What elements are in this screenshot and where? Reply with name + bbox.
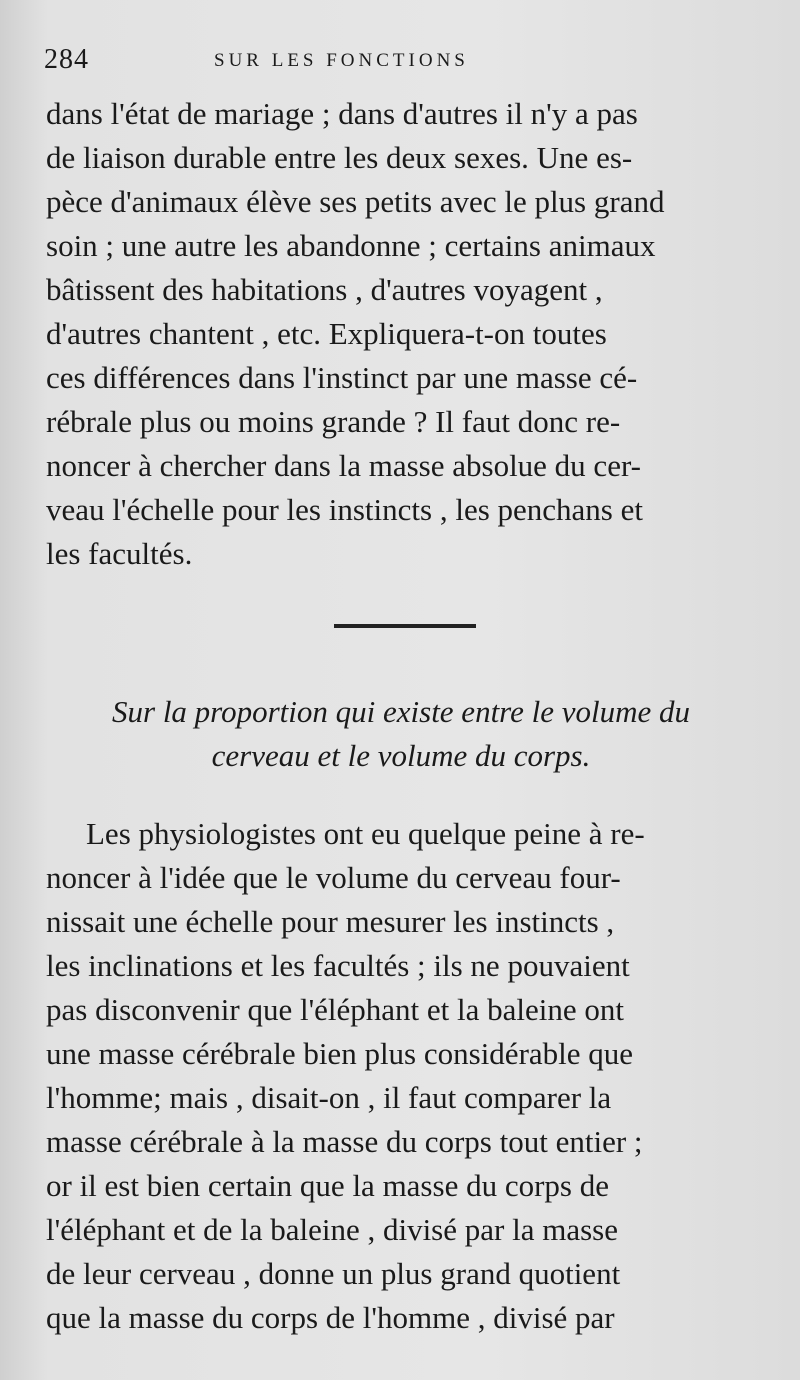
text-line: nissait une échelle pour mesurer les instincts , <box>46 904 615 939</box>
page-header <box>44 44 760 84</box>
section-divider <box>334 624 476 628</box>
text-line: dans l'état de mariage ; dans d'autres il n'y a pas <box>46 96 638 131</box>
text-line: de leur cerveau , donne un plus grand quotient <box>46 1256 621 1291</box>
text-line: bâtissent des habitations , d'autres voyagent , <box>46 272 603 307</box>
text-line: de liaison durable entre les deux sexes. Une es- <box>46 140 633 175</box>
running-head: SUR LES FONCTIONS <box>214 50 469 71</box>
section-heading-line: Sur la proportion qui existe entre le volume du <box>112 694 690 729</box>
text-line: les inclinations et les facultés ; ils ne pouvaient <box>46 948 630 983</box>
page-number: 284 <box>44 44 89 75</box>
text-line: les facultés. <box>46 536 193 571</box>
text-line: noncer à chercher dans la masse absolue du cer- <box>46 448 641 483</box>
text-line: noncer à l'idée que le volume du cerveau four- <box>46 860 621 895</box>
text-line: pèce d'animaux élève ses petits avec le plus grand <box>46 184 665 219</box>
text-line: ces différences dans l'instinct par une masse cé- <box>46 360 638 395</box>
text-line: or il est bien certain que la masse du corps de <box>46 1168 609 1203</box>
text-line: Les physiologistes ont eu quelque peine à re- <box>86 816 645 851</box>
text-line: l'éléphant et de la baleine , divisé par la masse <box>46 1212 618 1247</box>
text-line: une masse cérébrale bien plus considérable que <box>46 1036 634 1071</box>
text-line: masse cérébrale à la masse du corps tout entier ; <box>46 1124 643 1159</box>
text-line: d'autres chantent , etc. Expliquera-t-on toutes <box>46 316 607 351</box>
text-line: soin ; une autre les abandonne ; certains animaux <box>46 228 656 263</box>
section-heading-line: cerveau et le volume du corps. <box>211 738 591 773</box>
text-line: veau l'échelle pour les instincts , les penchans et <box>46 492 643 527</box>
text-line: rébrale plus ou moins grande ? Il faut donc re- <box>46 404 621 439</box>
text-line: que la masse du corps de l'homme , divisé par <box>46 1300 615 1335</box>
text-line: l'homme; mais , disait-on , il faut comparer la <box>46 1080 612 1115</box>
text-line: pas disconvenir que l'éléphant et la baleine ont <box>46 992 625 1027</box>
